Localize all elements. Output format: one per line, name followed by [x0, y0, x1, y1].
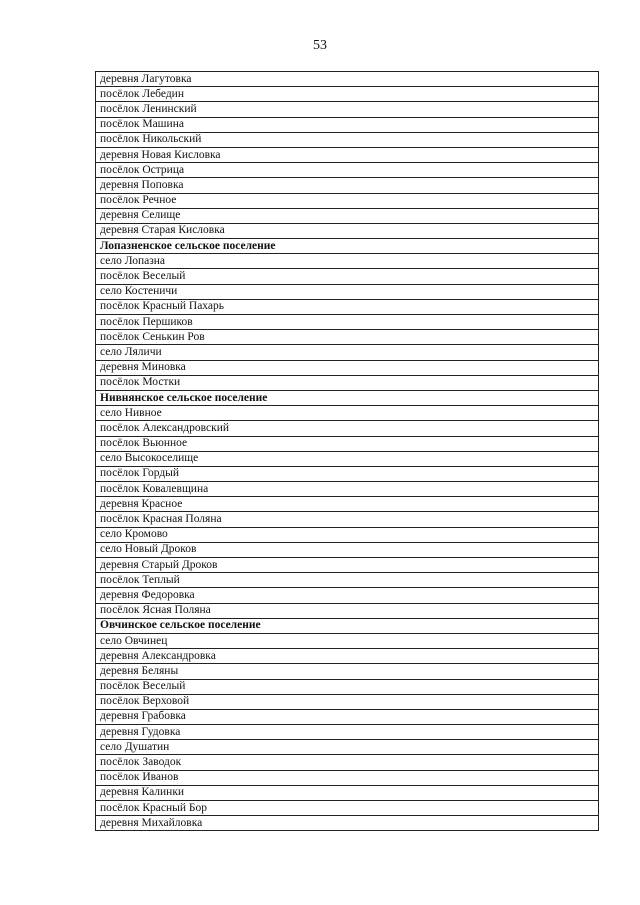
table-row: [96, 208, 599, 223]
table-row: [96, 87, 599, 102]
table-body: [96, 72, 599, 831]
settlement-cell: посёлок Ковалевщина: [96, 482, 599, 497]
table-row: [96, 573, 599, 588]
table-row: [96, 482, 599, 497]
table-row: [96, 132, 599, 147]
settlement-cell: село Лопазна: [96, 254, 599, 269]
table-row: [96, 725, 599, 740]
table-row: [96, 451, 599, 466]
settlement-cell: село Высокоселище: [96, 451, 599, 466]
settlement-cell: село Душатин: [96, 740, 599, 755]
table-row: [96, 785, 599, 800]
settlement-cell: посёлок Красный Пахарь: [96, 299, 599, 314]
table-row: [96, 345, 599, 360]
settlement-cell: посёлок Лебедин: [96, 87, 599, 102]
settlement-cell: посёлок Веселый: [96, 269, 599, 284]
settlement-cell: деревня Александровка: [96, 649, 599, 664]
table-row: [96, 360, 599, 375]
settlement-cell: посёлок Першиков: [96, 315, 599, 330]
settlement-cell: посёлок Машина: [96, 117, 599, 132]
settlement-cell: деревня Старый Дроков: [96, 558, 599, 573]
table-row: [96, 770, 599, 785]
table-row: [96, 375, 599, 390]
table-row: [96, 406, 599, 421]
settlement-cell: посёлок Веселый: [96, 679, 599, 694]
table-row: [96, 466, 599, 481]
table-row: [96, 816, 599, 831]
settlement-cell: деревня Гудовка: [96, 725, 599, 740]
table-row: [96, 72, 599, 87]
settlement-cell: посёлок Гордый: [96, 466, 599, 481]
table-row: [96, 254, 599, 269]
settlement-cell: село Ляличи: [96, 345, 599, 360]
table-row: [96, 299, 599, 314]
table-row: [96, 649, 599, 664]
settlement-cell: деревня Старая Кисловка: [96, 223, 599, 238]
settlement-cell: посёлок Красная Поляна: [96, 512, 599, 527]
section-header-cell: Нивнянское сельское поселение: [96, 390, 599, 405]
table-row: [96, 801, 599, 816]
section-header-row: [96, 618, 599, 633]
table-row: [96, 633, 599, 648]
settlement-cell: посёлок Речное: [96, 193, 599, 208]
settlement-cell: деревня Федоровка: [96, 588, 599, 603]
table-row: [96, 740, 599, 755]
settlement-cell: посёлок Сенькин Ров: [96, 330, 599, 345]
table-row: [96, 147, 599, 162]
table-row: [96, 709, 599, 724]
table-row: [96, 102, 599, 117]
settlement-cell: деревня Беляны: [96, 664, 599, 679]
settlement-cell: деревня Новая Кисловка: [96, 147, 599, 162]
settlement-cell: село Нивное: [96, 406, 599, 421]
table-row: [96, 421, 599, 436]
settlement-cell: посёлок Мостки: [96, 375, 599, 390]
page-number: 53: [313, 38, 327, 53]
settlement-cell: село Новый Дроков: [96, 542, 599, 557]
settlement-cell: посёлок Иванов: [96, 770, 599, 785]
settlement-cell: село Овчинец: [96, 633, 599, 648]
settlement-cell: деревня Красное: [96, 497, 599, 512]
table-row: [96, 223, 599, 238]
settlement-cell: деревня Калинки: [96, 785, 599, 800]
table-row: [96, 178, 599, 193]
settlement-cell: посёлок Никольский: [96, 132, 599, 147]
settlement-cell: село Кромово: [96, 527, 599, 542]
table-row: [96, 527, 599, 542]
settlement-cell: посёлок Александровский: [96, 421, 599, 436]
settlement-cell: село Костеничи: [96, 284, 599, 299]
table-row: [96, 558, 599, 573]
table-row: [96, 330, 599, 345]
settlement-cell: посёлок Теплый: [96, 573, 599, 588]
table-row: [96, 679, 599, 694]
settlement-cell: посёлок Красный Бор: [96, 801, 599, 816]
settlement-cell: деревня Селище: [96, 208, 599, 223]
settlement-cell: посёлок Ленинский: [96, 102, 599, 117]
table-row: [96, 694, 599, 709]
table-row: [96, 512, 599, 527]
section-header-row: [96, 239, 599, 254]
table-row: [96, 755, 599, 770]
settlement-cell: деревня Лагутовка: [96, 72, 599, 87]
settlement-cell: посёлок Вьюнное: [96, 436, 599, 451]
table-row: [96, 497, 599, 512]
settlement-cell: посёлок Ясная Поляна: [96, 603, 599, 618]
table-row: [96, 269, 599, 284]
table-row: [96, 117, 599, 132]
settlements-table: [95, 71, 599, 831]
table-row: [96, 664, 599, 679]
settlement-cell: посёлок Верховой: [96, 694, 599, 709]
settlement-cell: деревня Миновка: [96, 360, 599, 375]
table-row: [96, 542, 599, 557]
table-row: [96, 163, 599, 178]
section-header-cell: Овчинское сельское поселение: [96, 618, 599, 633]
table-row: [96, 603, 599, 618]
table-row: [96, 588, 599, 603]
settlement-cell: деревня Поповка: [96, 178, 599, 193]
table-row: [96, 193, 599, 208]
settlement-cell: посёлок Острица: [96, 163, 599, 178]
section-header-row: [96, 390, 599, 405]
table-row: [96, 315, 599, 330]
settlement-cell: деревня Грабовка: [96, 709, 599, 724]
settlement-cell: деревня Михайловка: [96, 816, 599, 831]
table-row: [96, 436, 599, 451]
settlement-cell: посёлок Заводок: [96, 755, 599, 770]
table-row: [96, 284, 599, 299]
section-header-cell: Лопазненское сельское поселение: [96, 239, 599, 254]
